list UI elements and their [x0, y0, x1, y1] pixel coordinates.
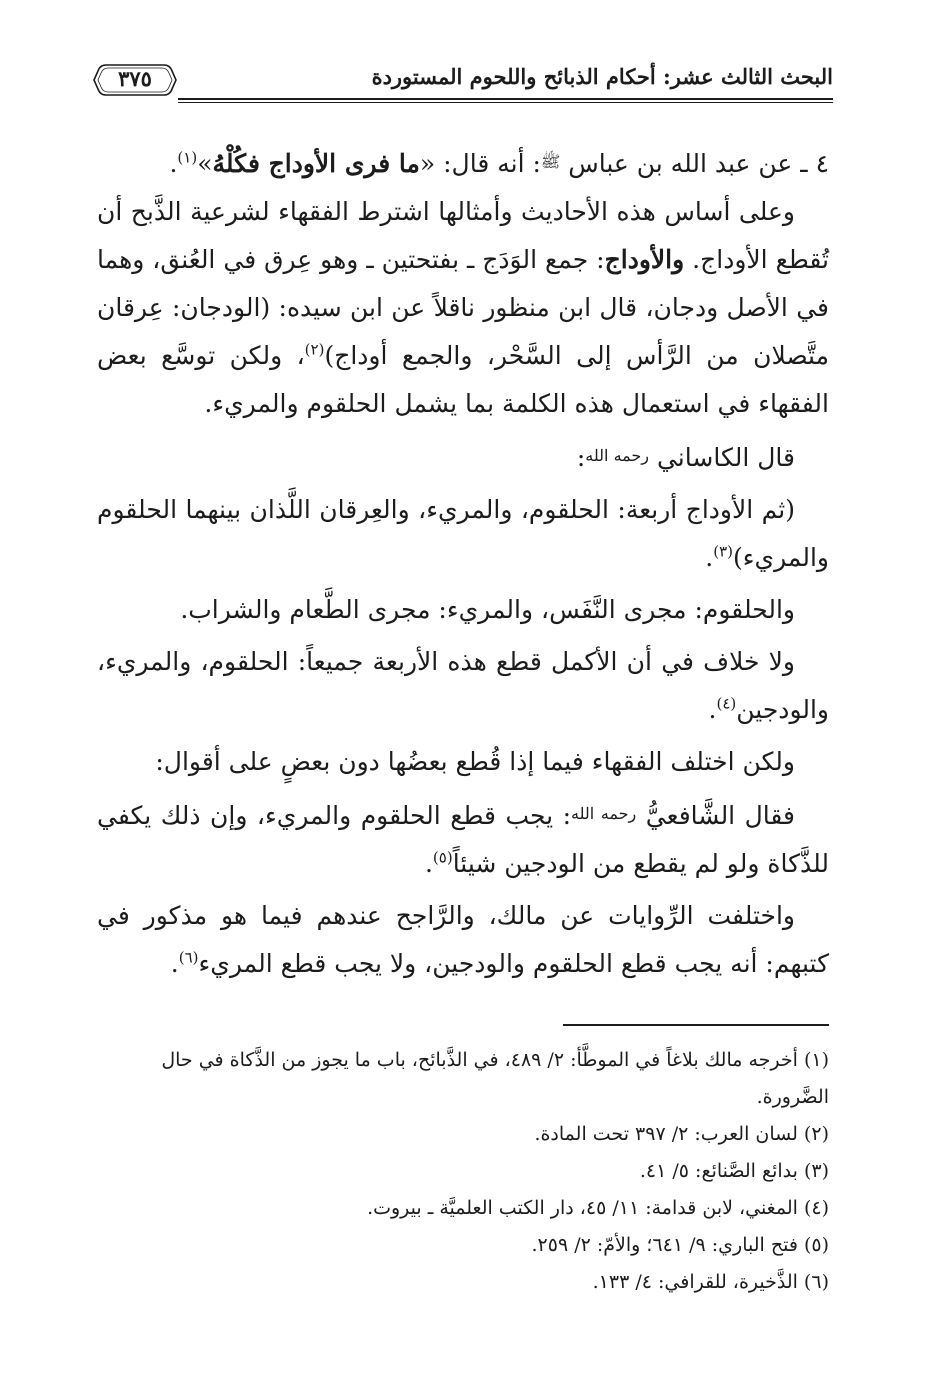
footnote-6: (٦) الذَّخيرة، للقرافي: ٤/ ١٣٣.: [592, 1271, 829, 1293]
paragraph-awdaj-definition: [97, 188, 829, 428]
footnote-ref-1: (١): [177, 148, 198, 167]
paragraph-text: واختلفت الرِّوايات عن مالك، والرَّاجح عندهم فيما هو مذكور في كتبهم: أنه يجب قطع الحلقوم والودجين، ولا يجب قطع المريء: [97, 901, 829, 978]
paragraph-text: : يجب قطع الحلقوم والمريء، وإن ذلك يكفي للذَّكاة ولو لم يقطع من الودجين شيئاً: [97, 801, 829, 878]
header-rule-thick: [178, 98, 833, 100]
paragraph-end: .: [705, 543, 714, 572]
paragraph-hadith-4: [97, 138, 829, 188]
page-number: ٣٧٥: [118, 66, 152, 91]
bold-term: والأوداج: [604, 245, 685, 274]
paragraph-end: .: [424, 849, 433, 878]
paragraph-text: وعلى أساس هذه الأحاديث وأمثالها اشترط الفقهاء لشرعية الذَّبح أن تُقطع الأوداج.: [97, 197, 829, 274]
footnote-ref-2: (٢): [304, 340, 325, 359]
running-title: البحث الثالث عشر: أحكام الذبائح واللحوم المستوردة: [371, 64, 833, 89]
paragraph-end: .: [708, 695, 717, 724]
footnote-ref-4: (٤): [716, 694, 737, 713]
footnote-1: (١) أخرجه مالك بلاغاً في الموطَّأ: ٢/ ٤٨٩، في الذَّبائح، باب ما يجوز من الذَّكاة في حال الضَّرورة.: [161, 1049, 829, 1108]
hadith-said: : أنه قال: «: [419, 149, 541, 178]
paragraph-malik: [97, 892, 829, 988]
paragraph-no-dispute: [97, 638, 829, 734]
hadith-quote: ما فرى الأوداج فكُلْهُ: [212, 149, 420, 178]
paragraph-shafii: [97, 790, 829, 888]
paragraph-disagreement: ولكن اختلف الفقهاء فيما إذا قُطع بعضُها دون بعضٍ على أقوال:: [155, 747, 795, 776]
paragraph-kasani-quote: [97, 486, 829, 582]
paragraph-text: ، ولكن توسَّع بعض الفقهاء في استعمال هذه الكلمة بما يشمل الحلقوم والمريء.: [97, 341, 829, 418]
footnote-4: (٤) المغني، لابن قدامة: ١١/ ٤٥، دار الكتب العلميَّة ـ بيروت.: [367, 1197, 829, 1219]
footnote-ref-3: (٣): [713, 542, 734, 561]
footnote-3: (٣) بدائع الصَّنائع: ٥/ ٤١.: [639, 1160, 829, 1182]
paragraph-end: .: [169, 149, 178, 178]
paragraph-hulqum-definition: والحلقوم: مجرى النَّفَس، والمريء: مجرى الطَّعام والشراب.: [180, 595, 795, 624]
footnote-5: (٥) فتح الباري: ٩/ ٦٤١؛ والأمّ: ٢/ ٢٥٩.: [531, 1234, 829, 1256]
honorific-symbol: رحمه الله: [585, 446, 650, 465]
paragraph-end: .: [170, 949, 179, 978]
paragraph-text: : جمع الوَدَج ـ بفتحتين ـ وهو عِرق في العُنق، وهما في الأصل ودجان، قال ابن منظور ناقلاً عن ابن سيده: (الودجان: عِرقان متَّصلان من الرَّأس إلى السَّحْر، والجمع أوداج): [97, 245, 829, 370]
footnote-separator: [563, 1024, 829, 1026]
footnote-ref-6: (٦): [178, 948, 199, 967]
quote-close: »: [197, 149, 213, 178]
paragraph-text: ولا خلاف في أن الأكمل قطع هذه الأربعة جميعاً: الحلقوم، والمريء، والودجين: [97, 647, 829, 724]
paragraph-text: (ثم الأوداج أربعة: الحلقوم، والمريء، والعِرقان اللَّذان بينهما الحلقوم والمريء): [97, 495, 829, 572]
main-text: [97, 138, 829, 988]
honorific-symbol: رحمه الله: [571, 804, 637, 823]
paragraph-kasani-intro: [97, 432, 829, 482]
paragraph-text: قال الكاساني: [656, 443, 795, 472]
header-rule-thin: [178, 102, 833, 103]
paragraph-end: :: [576, 443, 586, 472]
page-number-frame: [92, 62, 178, 98]
honorific-symbol: ﷺ: [540, 152, 561, 171]
hadith-intro: ٤ ـ عن عبد الله بن عباس: [568, 149, 829, 178]
footnote-2: (٢) لسان العرب: ٢/ ٣٩٧ تحت المادة.: [534, 1123, 829, 1145]
paragraph-text: فقال الشَّافعيُّ: [645, 801, 795, 830]
footnote-ref-5: (٥): [432, 848, 453, 867]
footnotes: [97, 1042, 829, 1301]
